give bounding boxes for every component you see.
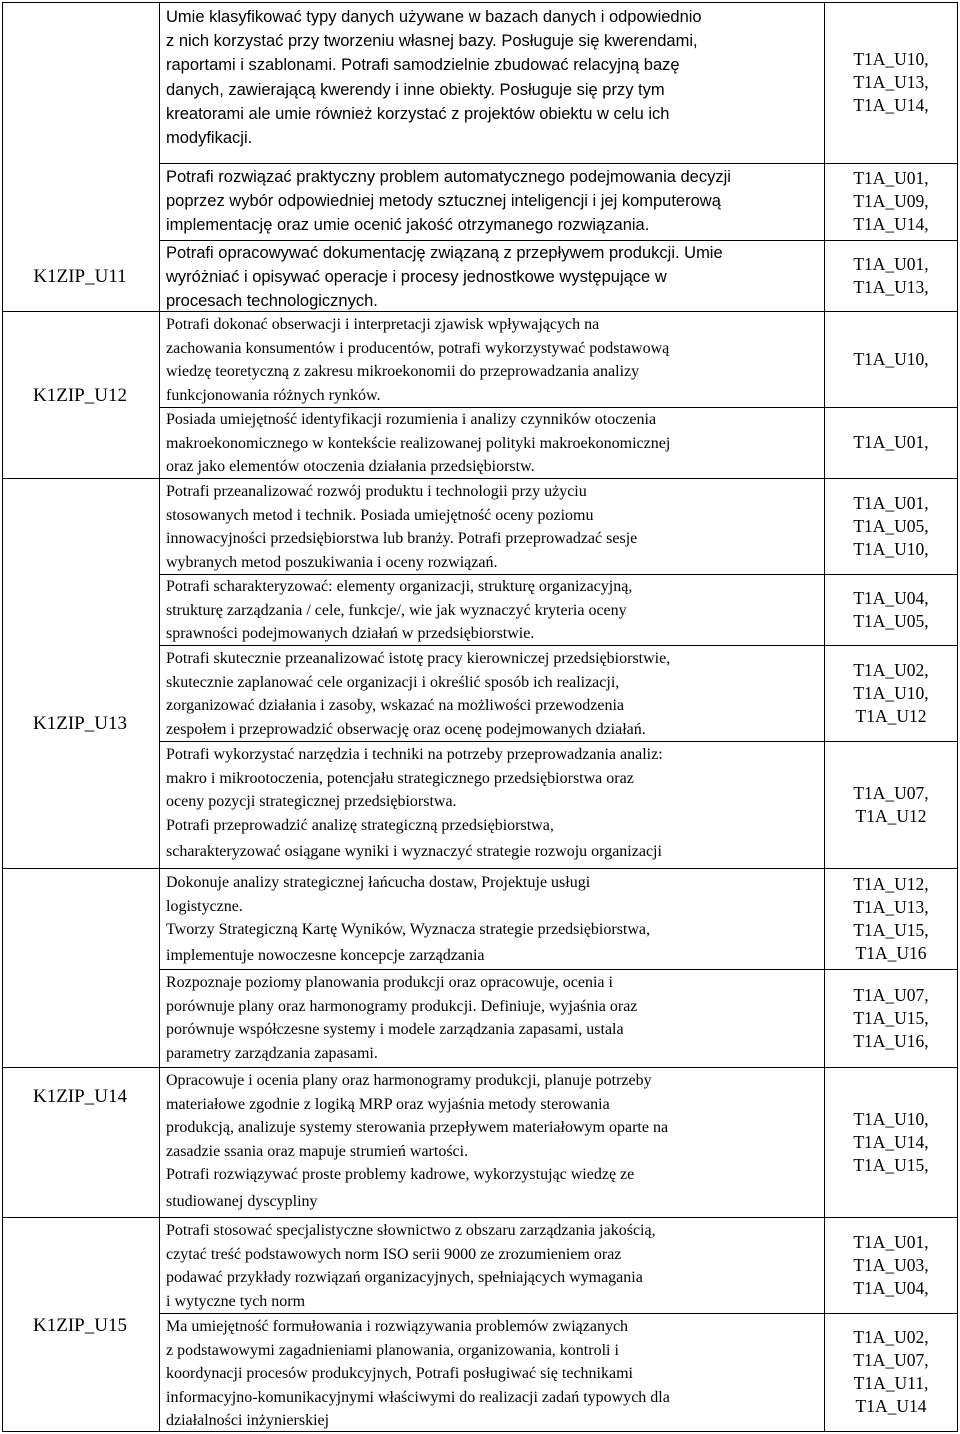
outcome-description: Potrafi dokonać obserwacji i interpretacji zjawisk wpływających na zachowania konsumentów i producentów, potrafi wykorzystywać podstawową wiedzę teoretyczną z zakresu mikroekonomii do przeprowadzania analizy funkcjonowania różnych rynków.	[166, 316, 670, 404]
outcome-description: Rozpoznaje poziomy planowania produkcji oraz opracowuje, ocenia i porównuje plany oraz harmonogramy produkcji. Definiuje, wyjaśnia oraz porównuje współczesne systemy i modele zarządzania zapasami, ustala parametry zarządzania zapasami.	[166, 974, 638, 1062]
table-border-top	[2, 2, 958, 3]
row-divider	[2, 1217, 958, 1218]
outcome-description: Potrafi opracowywać dokumentację związaną z przepływem produkcji. Umie wyróżniać i opisywać operacje i procesy jednostkowe występujące w procesach technologicznych.	[166, 244, 723, 311]
reference-codes: T1A_U10, T1A_U14, T1A_U15,	[853, 1108, 929, 1175]
outcome-description: Potrafi wykorzystać narzędzia i techniki na potrzeby przeprowadzania analiz: makro i mikrootoczenia, potencjału strategicznego przedsiębiorstwa oraz oceny pozycji strategicznej przedsiębiorstwa. Potrafi przeprowadzić analizę strategiczną przedsiębiorstwa, scharakteryzować osiągane wyniki i wyznaczyć strategie rozwoju organizacji	[166, 746, 663, 861]
reference-codes: T1A_U02, T1A_U10, T1A_U12	[853, 659, 929, 726]
reference-codes: T1A_U01, T1A_U09, T1A_U14,	[853, 168, 929, 234]
reference-codes: T1A_U07, T1A_U12	[853, 782, 929, 826]
outcome-description: Potrafi stosować specjalistyczne słownictwo z obszaru zarządzania jakością, czytać treść podstawowych norm ISO serii 9000 ze zrozumieniem oraz podawać przykłady rozwiązań organizacyjnych, spełniających wymagania i wytyczne tych norm	[166, 1222, 656, 1310]
outcome-description: Potrafi scharakteryzować: elementy organizacji, strukturę organizacyjną, strukturę zarządzania / cele, funkcje/, wie jak wyznaczyć kryteria oceny sprawności podejmowanych działań w przedsiębiorstwie.	[166, 578, 633, 643]
effect-code: K1ZIP_U12	[33, 385, 127, 406]
reference-codes: T1A_U02, T1A_U07, T1A_U11, T1A_U14	[853, 1327, 929, 1416]
reference-codes: T1A_U07, T1A_U15, T1A_U16,	[853, 984, 929, 1051]
effect-code: K1ZIP_U11	[33, 266, 127, 287]
reference-codes: T1A_U12, T1A_U13, T1A_U15, T1A_U16	[853, 873, 929, 963]
effect-code: K1ZIP_U14	[33, 1086, 127, 1107]
outcome-description: Dokonuje analizy strategicznej łańcucha dostaw, Projektuje usługi logistyczne. Tworzy Strategiczną Kartę Wyników, Wyznacza strategie przedsiębiorstwa, implementuje nowoczesne koncepcje zarządzania	[166, 874, 651, 964]
reference-codes: T1A_U01, T1A_U05, T1A_U10,	[853, 492, 929, 559]
outcome-description: Opracowuje i ocenia plany oraz harmonogramy produkcji, planuje potrzeby materiałowe zgodnie z logiką MRP oraz wyjaśnia metody sterowania produkcją, analizuje systemy sterowania przepływem materiałowym oparte na zasadzie ssania oraz mapuje strumień wartości. Potrafi rozwiązywać proste problemy kadrowe, wykorzystując wiedzę ze studiowanej dyscypliny	[166, 1072, 669, 1210]
reference-codes: T1A_U01, T1A_U03, T1A_U04,	[853, 1231, 929, 1298]
reference-codes: T1A_U01,	[853, 432, 929, 452]
row-divider	[2, 1067, 958, 1068]
effect-code: K1ZIP_U15	[33, 1315, 127, 1336]
outcome-description: Ma umiejętność formułowania i rozwiązywania problemów związanych z podstawowymi zagadnieniami planowania, organizowania, kontroli i koordynacji procesów produkcyjnych, Potrafi posługiwać się technikami informacyjno-komunikacyjnymi właściwymi do realizacji zadań typowych dla działalności inżynierskiej	[166, 1318, 670, 1430]
outcome-description: Potrafi skutecznie przeanalizować istotę pracy kierowniczej przedsiębiorstwie, skutecznie zaplanować cele organizacji i określić sposób ich realizacji, zorganizować działania i zasoby, wskazać na możliwości przewodzenia zespołem i przeprowadzić obserwację oraz ocenę podejmowanych działań.	[166, 650, 671, 738]
reference-codes: T1A_U10, T1A_U13, T1A_U14,	[853, 49, 929, 115]
reference-codes: T1A_U10,	[853, 348, 929, 369]
effect-code: K1ZIP_U13	[33, 713, 127, 734]
outcome-description: Umie klasyfikować typy danych używane w bazach danych i odpowiednio z nich korzystać przy tworzeniu własnej bazy. Posługuje się kwerendami, raportami i szablonami. Potrafi samodzielnie zbudować relacyjną bazę danych, zawierającą kwerendy i inne obiekty. Posługuje się przy tym kreatorami ale umie również korzystać z projektów obiektu w celu ich modyfikacji.	[166, 8, 702, 148]
reference-codes: T1A_U04, T1A_U05,	[853, 587, 929, 631]
outcome-description: Potrafi przeanalizować rozwój produktu i technologii przy użyciu stosowanych metod i technik. Posiada umiejętność oceny poziomu innowacyjności przedsiębiorstwa lub branży. Potrafi przeprowadzać sesje wybranych metod poszukiwania i oceny rozwiązań.	[166, 483, 638, 571]
outcome-description: Potrafi rozwiązać praktyczny problem automatycznego podejmowania decyzji poprzez wybór odpowiedniej metody sztucznej inteligencji i jej komputerową implementację oraz umie ocenić jakość otrzymanego rozwiązania.	[166, 168, 731, 235]
outcome-description: Posiada umiejętność identyfikacji rozumienia i analizy czynników otoczenia makroekonomicznego w kontekście realizowanej polityki makroekonomicznej oraz jako elementów otoczenia działania przedsiębiorstw.	[166, 411, 671, 476]
reference-codes: T1A_U01, T1A_U13,	[853, 253, 929, 297]
row-divider	[2, 868, 958, 869]
